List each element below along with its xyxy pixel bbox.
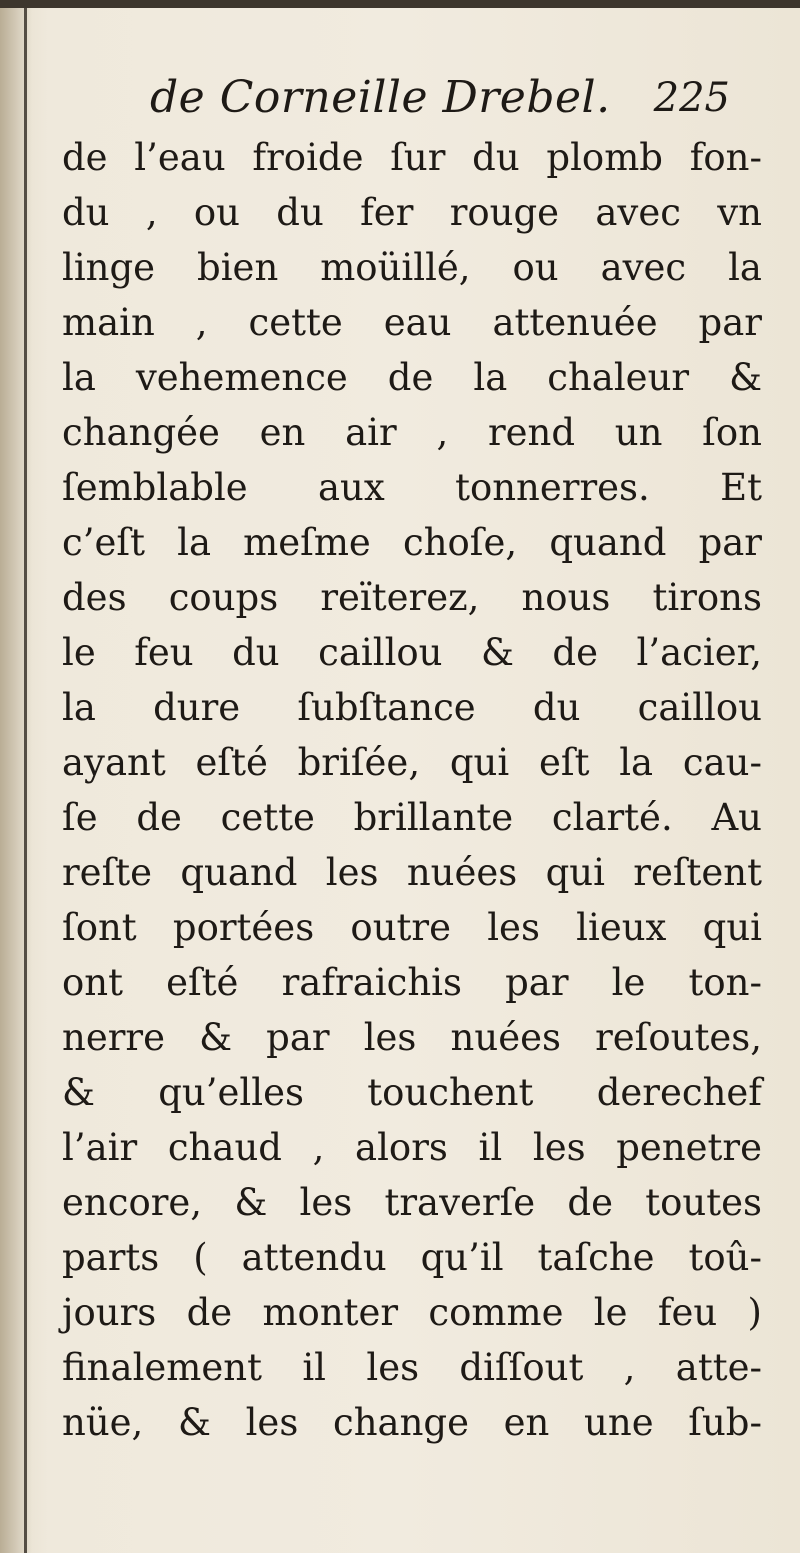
text-line: ſont portées outre les lieux qui bbox=[62, 906, 762, 949]
binding-edge bbox=[24, 0, 27, 1553]
text-line: du , ou du fer rouge avec vn bbox=[62, 191, 762, 234]
text-line: l’air chaud , alors il les penetre bbox=[62, 1126, 762, 1169]
running-header bbox=[150, 68, 730, 132]
text-line: main , cette eau attenuée par bbox=[62, 301, 762, 344]
text-line: nerre & par les nuées reſoutes, bbox=[62, 1016, 762, 1059]
text-line: de l’eau froide ſur du plomb fon- bbox=[62, 136, 762, 179]
text-line: encore, & les traverſe de toutes bbox=[62, 1181, 762, 1224]
page-number: 225 bbox=[653, 75, 730, 121]
running-title: de Corneille Drebel. bbox=[150, 72, 611, 123]
page-top-edge bbox=[0, 0, 800, 8]
text-line: ſemblable aux tonnerres. Et bbox=[62, 466, 762, 509]
text-line: reſte quand les nuées qui reſtent bbox=[62, 851, 762, 894]
text-line: jours de monter comme le feu ) bbox=[62, 1291, 762, 1334]
text-line: nüe, & les change en une ſub- bbox=[62, 1401, 762, 1444]
text-line: ayant eſté briſée, qui eſt la cau- bbox=[62, 741, 762, 784]
body-text bbox=[62, 130, 762, 1450]
text-line: la vehemence de la chaleur & bbox=[62, 356, 762, 399]
binding-shadow bbox=[0, 0, 32, 1553]
text-line: finalement il les diſſout , atte- bbox=[62, 1346, 762, 1389]
text-line: la dure ſubſtance du caillou bbox=[62, 686, 762, 729]
text-line: changée en air , rend un ſon bbox=[62, 411, 762, 454]
text-line: c’eſt la meſme choſe, quand par bbox=[62, 521, 762, 564]
text-line: ont eſté rafraichis par le ton- bbox=[62, 961, 762, 1004]
text-line: parts ( attendu qu’il taſche toû- bbox=[62, 1236, 762, 1279]
text-line: linge bien moüillé, ou avec la bbox=[62, 246, 762, 289]
text-line: le feu du caillou & de l’acier, bbox=[62, 631, 762, 674]
text-line: des coups reïterez, nous tirons bbox=[62, 576, 762, 619]
text-line: & qu’elles touchent derechef bbox=[62, 1071, 762, 1114]
text-line: ſe de cette brillante clarté. Au bbox=[62, 796, 762, 839]
